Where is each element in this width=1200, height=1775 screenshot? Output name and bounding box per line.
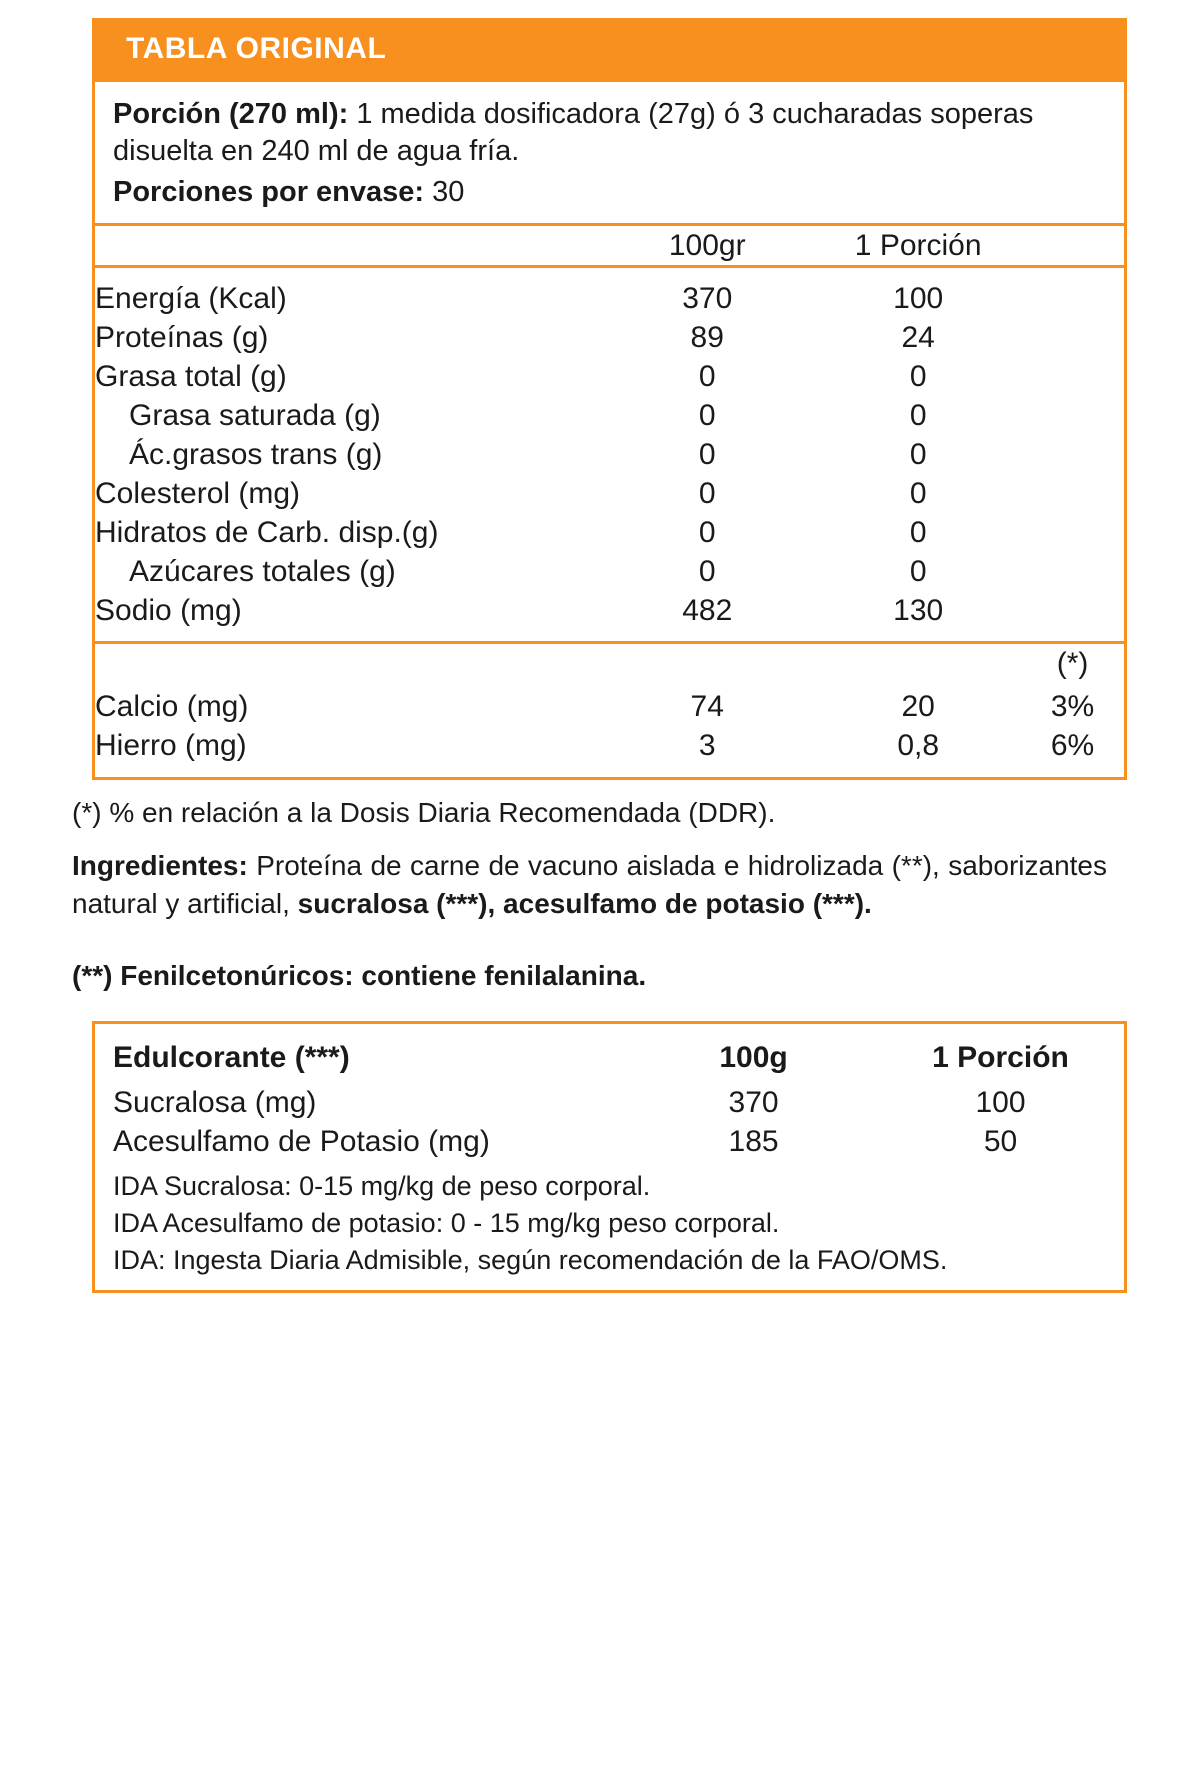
nutrient-pct-empty bbox=[1021, 513, 1124, 552]
nutrient-value-per-100g: 0 bbox=[698, 359, 716, 393]
nutrient-label: Energía (Kcal) bbox=[95, 281, 287, 315]
sweetener-column-header-per-100g: 100g bbox=[719, 1041, 788, 1074]
minerals-header-blank-2 bbox=[599, 644, 815, 683]
table-row bbox=[95, 683, 1124, 726]
nutrient-label: Sodio (mg) bbox=[95, 593, 242, 627]
mineral-ddr-percent: 3% bbox=[1050, 689, 1095, 723]
mineral-label: Hierro (mg) bbox=[95, 728, 247, 762]
table-row bbox=[95, 357, 1124, 396]
nutrition-facts-table bbox=[95, 226, 1124, 265]
servings-per-container-label: Porciones por envase: bbox=[113, 176, 425, 209]
column-header-blank-2 bbox=[1021, 226, 1124, 265]
nutrient-value-per-100g: 0 bbox=[698, 398, 716, 432]
nutrient-value-per-portion: 0 bbox=[909, 437, 927, 471]
table-row bbox=[95, 552, 1124, 591]
serving-portion-value: 1 medida dosificadora (27g) ó 3 cucharadas soperas disuelta en 240 ml de agua fría. bbox=[113, 98, 1034, 168]
nutrient-pct-empty bbox=[1021, 318, 1124, 357]
nutrient-value-per-portion: 0 bbox=[909, 515, 927, 549]
sweetener-panel bbox=[92, 1021, 1127, 1293]
nutrient-label: Proteínas (g) bbox=[95, 320, 269, 354]
nutrient-pct-empty bbox=[1021, 396, 1124, 435]
ida-note-acesulfame: IDA Acesulfamo de potasio: 0 - 15 mg/kg peso corporal. bbox=[113, 1208, 780, 1239]
nutrient-value-per-portion: 0 bbox=[909, 359, 927, 393]
nutrient-value-per-portion: 130 bbox=[893, 593, 944, 627]
sweetener-value-per-100g: 185 bbox=[728, 1125, 779, 1158]
minerals-table bbox=[95, 644, 1124, 777]
nutrient-pct-empty bbox=[1021, 474, 1124, 513]
table-row bbox=[95, 396, 1124, 435]
table-row bbox=[95, 726, 1124, 777]
nutrient-value-per-portion: 24 bbox=[901, 320, 935, 354]
mineral-value-per-100g: 74 bbox=[690, 689, 724, 723]
table-title-bar bbox=[92, 18, 1127, 82]
ddr-footnote: (*) % en relación a la Dosis Diaria Recomendada (DDR). bbox=[72, 796, 776, 828]
nutrient-value-per-portion: 100 bbox=[893, 281, 944, 315]
ida-note-definition: IDA: Ingesta Diaria Admisible, según recomendación de la FAO/OMS. bbox=[113, 1245, 948, 1276]
table-row bbox=[95, 1122, 1124, 1169]
nutrition-column-header-row bbox=[95, 226, 1124, 265]
mineral-value-per-portion: 0,8 bbox=[897, 728, 940, 762]
sweetener-value-per-portion: 50 bbox=[983, 1125, 1018, 1158]
ida-note-sucralose: IDA Sucralosa: 0-15 mg/kg de peso corporal. bbox=[113, 1171, 651, 1201]
sweetener-table bbox=[95, 1024, 1124, 1169]
sweetener-label: Sucralosa (mg) bbox=[113, 1086, 317, 1119]
nutrient-value-per-100g: 0 bbox=[698, 476, 716, 510]
serving-portion-label: Porción (270 ml): bbox=[113, 98, 349, 130]
table-row bbox=[95, 268, 1124, 318]
nutrition-values-table bbox=[95, 268, 1124, 641]
mineral-label: Calcio (mg) bbox=[95, 689, 249, 723]
nutrient-value-per-100g: 89 bbox=[690, 320, 724, 354]
table-row bbox=[95, 318, 1124, 357]
nutrient-value-per-portion: 0 bbox=[909, 398, 927, 432]
servings-per-container-line bbox=[113, 170, 1124, 213]
minerals-header-row bbox=[95, 644, 1124, 683]
phenylketonurics-warning: (**) Fenilcetonúricos: contiene fenilalanina. bbox=[72, 960, 647, 992]
sweetener-column-header-per-portion: 1 Porción bbox=[932, 1041, 1069, 1074]
nutrition-panel bbox=[92, 82, 1127, 780]
ingredients-label: Ingredientes: bbox=[72, 850, 248, 882]
minerals-header-blank bbox=[95, 644, 599, 683]
column-header-per-portion: 1 Porción bbox=[854, 228, 982, 262]
table-row bbox=[95, 435, 1124, 474]
mineral-value-per-portion: 20 bbox=[901, 689, 935, 723]
servings-per-container-value: 30 bbox=[424, 176, 465, 209]
table-row bbox=[95, 513, 1124, 552]
serving-portion-line bbox=[113, 96, 1124, 170]
nutrient-label-sub: Grasa saturada (g) bbox=[129, 398, 381, 432]
ingredients-paragraph bbox=[72, 847, 1107, 923]
table-title-text: TABLA ORIGINAL bbox=[126, 32, 387, 65]
ida-notes bbox=[95, 1169, 1124, 1290]
nutrient-value-per-100g: 482 bbox=[682, 593, 733, 627]
nutrient-pct-empty bbox=[1021, 552, 1124, 591]
nutrient-value-per-100g: 0 bbox=[698, 554, 716, 588]
nutrient-value-per-100g: 0 bbox=[698, 437, 716, 471]
sweetener-label: Acesulfamo de Potasio (mg) bbox=[113, 1125, 490, 1158]
nutrient-label-sub: Azúcares totales (g) bbox=[129, 554, 396, 588]
ingredients-sweeteners-bold: sucralosa (***), acesulfamo de potasio (***). bbox=[297, 888, 872, 920]
nutrient-pct-empty bbox=[1021, 357, 1124, 396]
minerals-ddr-marker: (*) bbox=[1056, 646, 1089, 680]
mineral-value-per-100g: 3 bbox=[698, 728, 716, 762]
nutrient-value-per-portion: 0 bbox=[909, 554, 927, 588]
nutrient-pct-empty bbox=[1021, 591, 1124, 641]
nutrient-value-per-100g: 370 bbox=[682, 281, 733, 315]
ingredients-text: Proteína de carne de vacuno aislada e hidrolizada (**), saborizantes natural y artificial, bbox=[72, 850, 1107, 920]
nutrient-label-sub: Ác.grasos trans (g) bbox=[129, 437, 383, 471]
table-row bbox=[95, 1083, 1124, 1122]
nutrient-label: Colesterol (mg) bbox=[95, 476, 301, 510]
nutrient-pct-empty bbox=[1021, 268, 1124, 318]
nutrient-label: Grasa total (g) bbox=[95, 359, 287, 393]
nutrient-pct-empty bbox=[1021, 435, 1124, 474]
mineral-ddr-percent: 6% bbox=[1050, 728, 1095, 762]
table-row bbox=[95, 474, 1124, 513]
sweetener-header-row bbox=[95, 1024, 1124, 1083]
nutrient-label: Hidratos de Carb. disp.(g) bbox=[95, 515, 439, 549]
table-row bbox=[95, 591, 1124, 641]
sweetener-column-header-label: Edulcorante (***) bbox=[113, 1041, 350, 1074]
nutrient-value-per-100g: 0 bbox=[698, 515, 716, 549]
nutrition-label-page bbox=[70, 0, 1130, 1333]
nutrient-value-per-portion: 0 bbox=[909, 476, 927, 510]
column-header-per-100g: 100gr bbox=[668, 228, 746, 262]
sweetener-value-per-portion: 100 bbox=[975, 1086, 1026, 1119]
minerals-header-blank-3 bbox=[815, 644, 1021, 683]
column-header-blank bbox=[95, 226, 599, 265]
serving-info bbox=[95, 82, 1124, 223]
sweetener-value-per-100g: 370 bbox=[728, 1086, 779, 1119]
